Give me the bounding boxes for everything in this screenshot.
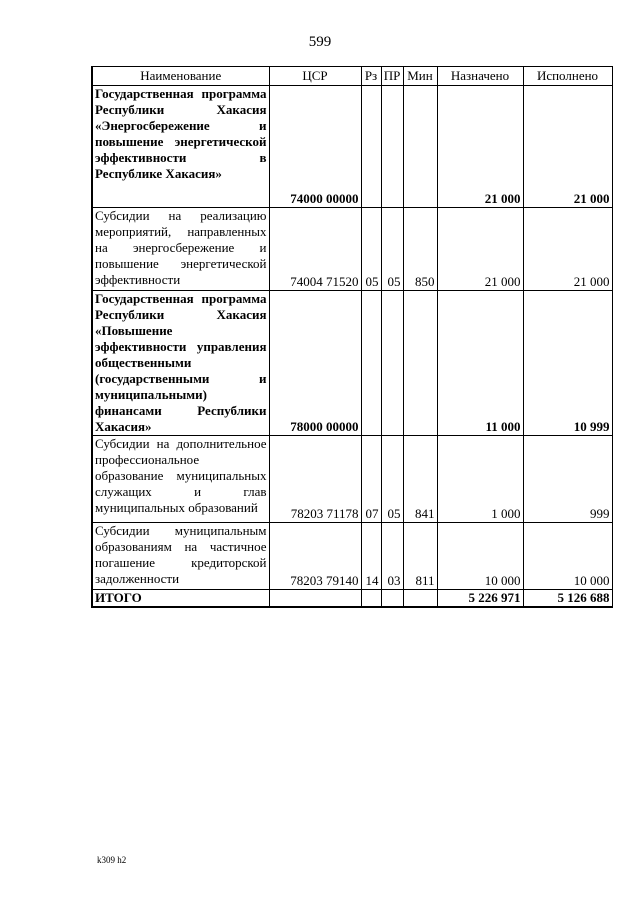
header-pr: ПР bbox=[381, 67, 403, 86]
budget-table bbox=[91, 66, 613, 608]
total-row bbox=[92, 590, 612, 608]
row-csr: 78000 00000 bbox=[269, 291, 361, 436]
table-row bbox=[92, 523, 612, 590]
header-executed: Исполнено bbox=[523, 67, 612, 86]
row-min: 841 bbox=[403, 436, 437, 523]
row-min: 811 bbox=[403, 523, 437, 590]
row-name: Субсидии на дополнительное профессиональное образование муниципальных служащих и глав муниципальных образований bbox=[92, 436, 269, 523]
total-pr bbox=[381, 590, 403, 608]
row-rz: 07 bbox=[361, 436, 381, 523]
row-name: Субсидии муниципальным образованиям на частичное погашение кредиторской задолженности bbox=[92, 523, 269, 590]
row-pr bbox=[381, 291, 403, 436]
row-assigned: 21 000 bbox=[437, 86, 523, 208]
row-csr: 74000 00000 bbox=[269, 86, 361, 208]
row-executed: 21 000 bbox=[523, 208, 612, 291]
row-executed: 10 999 bbox=[523, 291, 612, 436]
row-executed: 999 bbox=[523, 436, 612, 523]
header-rz: Рз bbox=[361, 67, 381, 86]
row-executed: 21 000 bbox=[523, 86, 612, 208]
total-rz bbox=[361, 590, 381, 608]
row-csr: 74004 71520 bbox=[269, 208, 361, 291]
row-name: Государственная программа Республики Хакасия «Повышение эффективности управления общественными (государственными и муниципальными) финансами Республики Хакасия» bbox=[92, 291, 269, 436]
row-pr: 05 bbox=[381, 436, 403, 523]
table-row bbox=[92, 436, 612, 523]
table-row bbox=[92, 291, 612, 436]
page-number: 599 bbox=[308, 34, 332, 50]
header-assigned: Назначено bbox=[437, 67, 523, 86]
row-assigned: 10 000 bbox=[437, 523, 523, 590]
table-header-row bbox=[92, 67, 612, 86]
table-row bbox=[92, 86, 612, 208]
row-csr: 78203 71178 bbox=[269, 436, 361, 523]
row-rz bbox=[361, 86, 381, 208]
row-assigned: 11 000 bbox=[437, 291, 523, 436]
row-rz bbox=[361, 291, 381, 436]
row-rz: 14 bbox=[361, 523, 381, 590]
row-pr: 05 bbox=[381, 208, 403, 291]
total-csr bbox=[269, 590, 361, 608]
row-min bbox=[403, 86, 437, 208]
row-min: 850 bbox=[403, 208, 437, 291]
row-name: Государственная программа Республики Хакасия «Энергосбережение и повышение энергетической эффективности в Республике Хакасия» bbox=[92, 86, 269, 208]
total-executed: 5 126 688 bbox=[523, 590, 612, 608]
row-name: Субсидии на реализацию мероприятий, направленных на энергосбережение и повышение энергетической эффективности bbox=[92, 208, 269, 291]
row-executed: 10 000 bbox=[523, 523, 612, 590]
row-rz: 05 bbox=[361, 208, 381, 291]
row-min bbox=[403, 291, 437, 436]
total-label: ИТОГО bbox=[92, 590, 269, 608]
row-assigned: 1 000 bbox=[437, 436, 523, 523]
header-csr: ЦСР bbox=[269, 67, 361, 86]
total-min bbox=[403, 590, 437, 608]
row-pr: 03 bbox=[381, 523, 403, 590]
table-row bbox=[92, 208, 612, 291]
row-pr bbox=[381, 86, 403, 208]
header-min: Мин bbox=[403, 67, 437, 86]
header-name: Наименование bbox=[92, 67, 269, 86]
row-assigned: 21 000 bbox=[437, 208, 523, 291]
total-assigned: 5 226 971 bbox=[437, 590, 523, 608]
row-csr: 78203 79140 bbox=[269, 523, 361, 590]
footer-code: k309 h2 bbox=[97, 855, 127, 865]
